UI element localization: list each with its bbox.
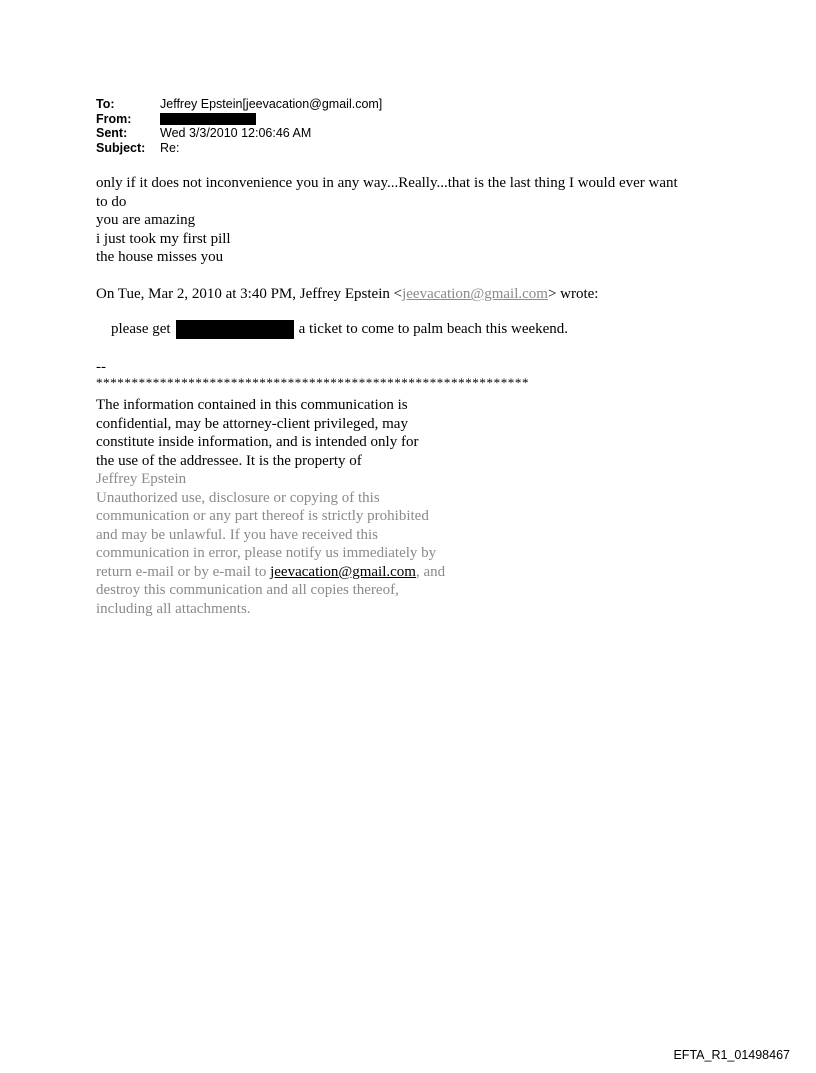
quoted-message [111,318,568,340]
to-label: To: [96,97,115,111]
email-header [96,97,382,155]
subject-label: Subject: [96,140,146,155]
confidentiality-disclaimer [96,396,476,618]
sent-value: Wed 3/3/2010 12:06:46 AM [160,126,312,140]
quote-intro-end: > wrote: [547,286,599,302]
disclaimer-line: Jeffrey Epstein [96,471,187,487]
disclaimer-return-text: return e-mail or by e-mail to [96,563,271,580]
disclaimer-line [96,563,476,582]
body-line: the house misses you [96,249,224,265]
body-line: to do [96,193,127,210]
redaction-box [176,320,294,339]
to-value: Jeffrey Epstein[jeevacation@gmail.com] [160,97,383,111]
sender-email-link[interactable]: jeevacation@gmail.com [402,286,548,302]
quoted-text-start: please get [111,321,171,337]
document-id: EFTA_R1_01498467 [673,1048,790,1062]
disclaimer-line: the use of the addressee. It is the property of [96,452,362,469]
signature-asterisk-rule: ************************************************************* [96,375,530,390]
from-row [96,112,382,127]
disclaimer-line: and may be unlawful. If you have received this [96,526,378,543]
disclaimer-return-end: , and [415,563,446,580]
disclaimer-line: The information contained in this communication is [96,397,408,413]
message-body [96,174,736,267]
to-row [96,97,382,112]
disclaimer-line: communication in error, please notify us immediately by [96,545,437,561]
signature-separator: -- [96,359,106,375]
body-line: you are amazing [96,212,196,228]
quoted-text-end: a ticket to come to palm beach this weekend. [298,321,569,337]
disclaimer-line: communication or any part thereof is strictly prohibited [96,508,429,524]
disclaimer-line: including all attachments. [96,600,251,617]
quote-attribution [96,285,598,303]
disclaimer-line: destroy this communication and all copies thereof, [96,582,399,598]
from-label: From: [96,111,132,126]
subject-row [96,141,382,156]
subject-value: Re: [160,140,180,155]
body-line: only if it does not inconvenience you in any way...Really...that is the last thing I would ever want [96,175,678,191]
disclaimer-line: constitute inside information, and is intended only for [96,434,419,450]
sent-label: Sent: [96,126,128,140]
redaction-box [160,113,256,125]
disclaimer-line: Unauthorized use, disclosure or copying of this [96,489,380,506]
quote-intro-text: On Tue, Mar 2, 2010 at 3:40 PM, Jeffrey Epstein < [96,286,403,302]
sent-row [96,126,382,141]
disclaimer-email-link[interactable]: jeevacation@gmail.com [270,563,416,580]
body-line: i just took my first pill [96,230,231,247]
disclaimer-line: confidential, may be attorney-client privileged, may [96,415,408,432]
